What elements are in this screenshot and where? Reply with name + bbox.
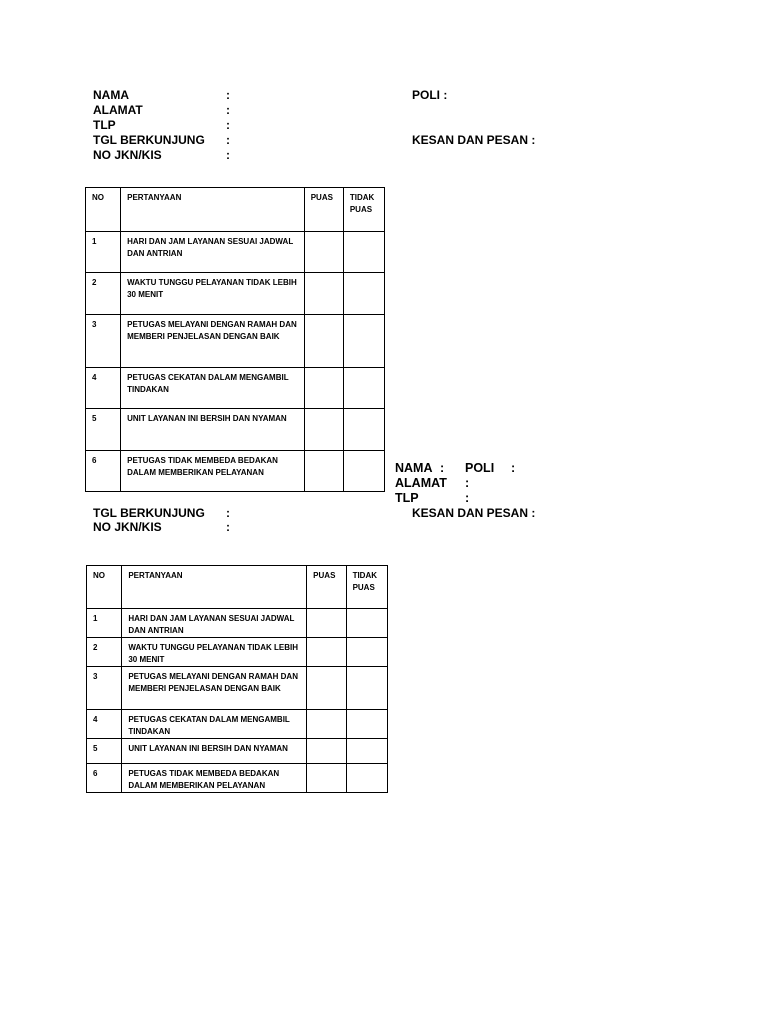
row-question: HARI DAN JAM LAYANAN SESUAI JADWAL DAN ANTRIAN xyxy=(121,232,305,273)
puas-checkbox[interactable] xyxy=(307,764,346,793)
tlp-colon: : xyxy=(226,118,230,132)
row-question: PETUGAS TIDAK MEMBEDA BEDAKAN DALAM MEMBERIKAN PELAYANAN xyxy=(122,764,307,793)
header-puas: PUAS xyxy=(304,188,343,232)
table-row xyxy=(87,739,388,764)
puas-checkbox[interactable] xyxy=(304,315,343,368)
side-poli-colon: : xyxy=(511,461,516,475)
puas-checkbox[interactable] xyxy=(304,368,343,409)
row-question: WAKTU TUNGGU PELAYANAN TIDAK LEBIH 30 MENIT xyxy=(122,638,307,667)
header-tidak-puas: TIDAK PUAS xyxy=(346,566,387,609)
table-row xyxy=(86,273,385,315)
tidak-puas-checkbox[interactable] xyxy=(343,273,384,315)
poli-label: POLI : xyxy=(412,88,448,102)
row-no: 5 xyxy=(86,409,121,451)
tgl-berkunjung-label: TGL BERKUNJUNG xyxy=(93,133,205,147)
header-puas: PUAS xyxy=(307,566,346,609)
side-kesan-pesan-label: KESAN DAN PESAN : xyxy=(412,506,536,520)
tidak-puas-checkbox[interactable] xyxy=(346,710,387,739)
kesan-pesan-label: KESAN DAN PESAN : xyxy=(412,133,536,147)
survey-table xyxy=(85,187,385,492)
header-no: NO xyxy=(86,188,121,232)
row-question: PETUGAS MELAYANI DENGAN RAMAH DAN MEMBERI PENJELASAN DENGAN BAIK xyxy=(121,315,305,368)
row-question: PETUGAS CEKATAN DALAM MENGAMBIL TINDAKAN xyxy=(122,710,307,739)
puas-checkbox[interactable] xyxy=(307,667,346,710)
puas-checkbox[interactable] xyxy=(307,638,346,667)
row-question: HARI DAN JAM LAYANAN SESUAI JADWAL DAN ANTRIAN xyxy=(122,609,307,638)
table-row xyxy=(87,638,388,667)
puas-checkbox[interactable] xyxy=(307,609,346,638)
no-jkn-label-2: NO JKN/KIS xyxy=(93,520,162,534)
table-row xyxy=(87,609,388,638)
puas-checkbox[interactable] xyxy=(304,273,343,315)
tgl-berkunjung-colon-2: : xyxy=(226,506,230,520)
row-question: UNIT LAYANAN INI BERSIH DAN NYAMAN xyxy=(122,739,307,764)
tlp-label: TLP xyxy=(93,118,116,132)
alamat-colon: : xyxy=(226,103,230,117)
row-no: 2 xyxy=(87,638,122,667)
no-jkn-colon-2: : xyxy=(226,520,230,534)
tidak-puas-checkbox[interactable] xyxy=(346,667,387,710)
header-no: NO xyxy=(87,566,122,609)
table-row xyxy=(86,315,385,368)
alamat-label: ALAMAT xyxy=(93,103,143,117)
side-alamat-colon: : xyxy=(465,476,470,490)
puas-checkbox[interactable] xyxy=(304,232,343,273)
survey-table-2 xyxy=(86,565,388,793)
row-no: 6 xyxy=(87,764,122,793)
row-no: 4 xyxy=(86,368,121,409)
tidak-puas-checkbox[interactable] xyxy=(343,451,384,492)
row-question: UNIT LAYANAN INI BERSIH DAN NYAMAN xyxy=(121,409,305,451)
side-alamat-label: ALAMAT xyxy=(395,476,447,490)
tidak-puas-checkbox[interactable] xyxy=(346,764,387,793)
table-row xyxy=(86,409,385,451)
row-no: 2 xyxy=(86,273,121,315)
tidak-puas-checkbox[interactable] xyxy=(343,232,384,273)
row-no: 6 xyxy=(86,451,121,492)
puas-checkbox[interactable] xyxy=(307,739,346,764)
no-jkn-label: NO JKN/KIS xyxy=(93,148,162,162)
row-no: 3 xyxy=(86,315,121,368)
table-header-row xyxy=(87,566,388,609)
row-question: WAKTU TUNGGU PELAYANAN TIDAK LEBIH 30 MENIT xyxy=(121,273,305,315)
table-row xyxy=(87,764,388,793)
side-nama-label: NAMA xyxy=(395,461,433,475)
row-no: 1 xyxy=(86,232,121,273)
tidak-puas-checkbox[interactable] xyxy=(346,609,387,638)
row-no: 3 xyxy=(87,667,122,710)
puas-checkbox[interactable] xyxy=(304,409,343,451)
table-row xyxy=(86,368,385,409)
header-tidak-puas: TIDAK PUAS xyxy=(343,188,384,232)
tgl-berkunjung-colon: : xyxy=(226,133,230,147)
tidak-puas-checkbox[interactable] xyxy=(343,409,384,451)
table-row xyxy=(87,667,388,710)
header-question: PERTANYAAN xyxy=(122,566,307,609)
row-question: PETUGAS MELAYANI DENGAN RAMAH DAN MEMBERI PENJELASAN DENGAN BAIK xyxy=(122,667,307,710)
tgl-berkunjung-label-2: TGL BERKUNJUNG xyxy=(93,506,205,520)
tidak-puas-checkbox[interactable] xyxy=(343,368,384,409)
tidak-puas-checkbox[interactable] xyxy=(346,739,387,764)
side-tlp-label: TLP xyxy=(395,491,419,505)
table-row xyxy=(86,232,385,273)
puas-checkbox[interactable] xyxy=(307,710,346,739)
row-no: 5 xyxy=(87,739,122,764)
side-poli-label: POLI xyxy=(465,461,495,475)
puas-checkbox[interactable] xyxy=(304,451,343,492)
header-question: PERTANYAAN xyxy=(121,188,305,232)
table-header-row xyxy=(86,188,385,232)
row-question: PETUGAS CEKATAN DALAM MENGAMBIL TINDAKAN xyxy=(121,368,305,409)
nama-colon: : xyxy=(226,88,230,102)
side-tlp-colon: : xyxy=(465,491,470,505)
no-jkn-colon: : xyxy=(226,148,230,162)
side-nama-colon: : xyxy=(440,461,445,475)
table-row xyxy=(86,451,385,492)
row-no: 4 xyxy=(87,710,122,739)
row-no: 1 xyxy=(87,609,122,638)
tidak-puas-checkbox[interactable] xyxy=(343,315,384,368)
nama-label: NAMA xyxy=(93,88,129,102)
table-row xyxy=(87,710,388,739)
tidak-puas-checkbox[interactable] xyxy=(346,638,387,667)
row-question: PETUGAS TIDAK MEMBEDA BEDAKAN DALAM MEMBERIKAN PELAYANAN xyxy=(121,451,305,492)
